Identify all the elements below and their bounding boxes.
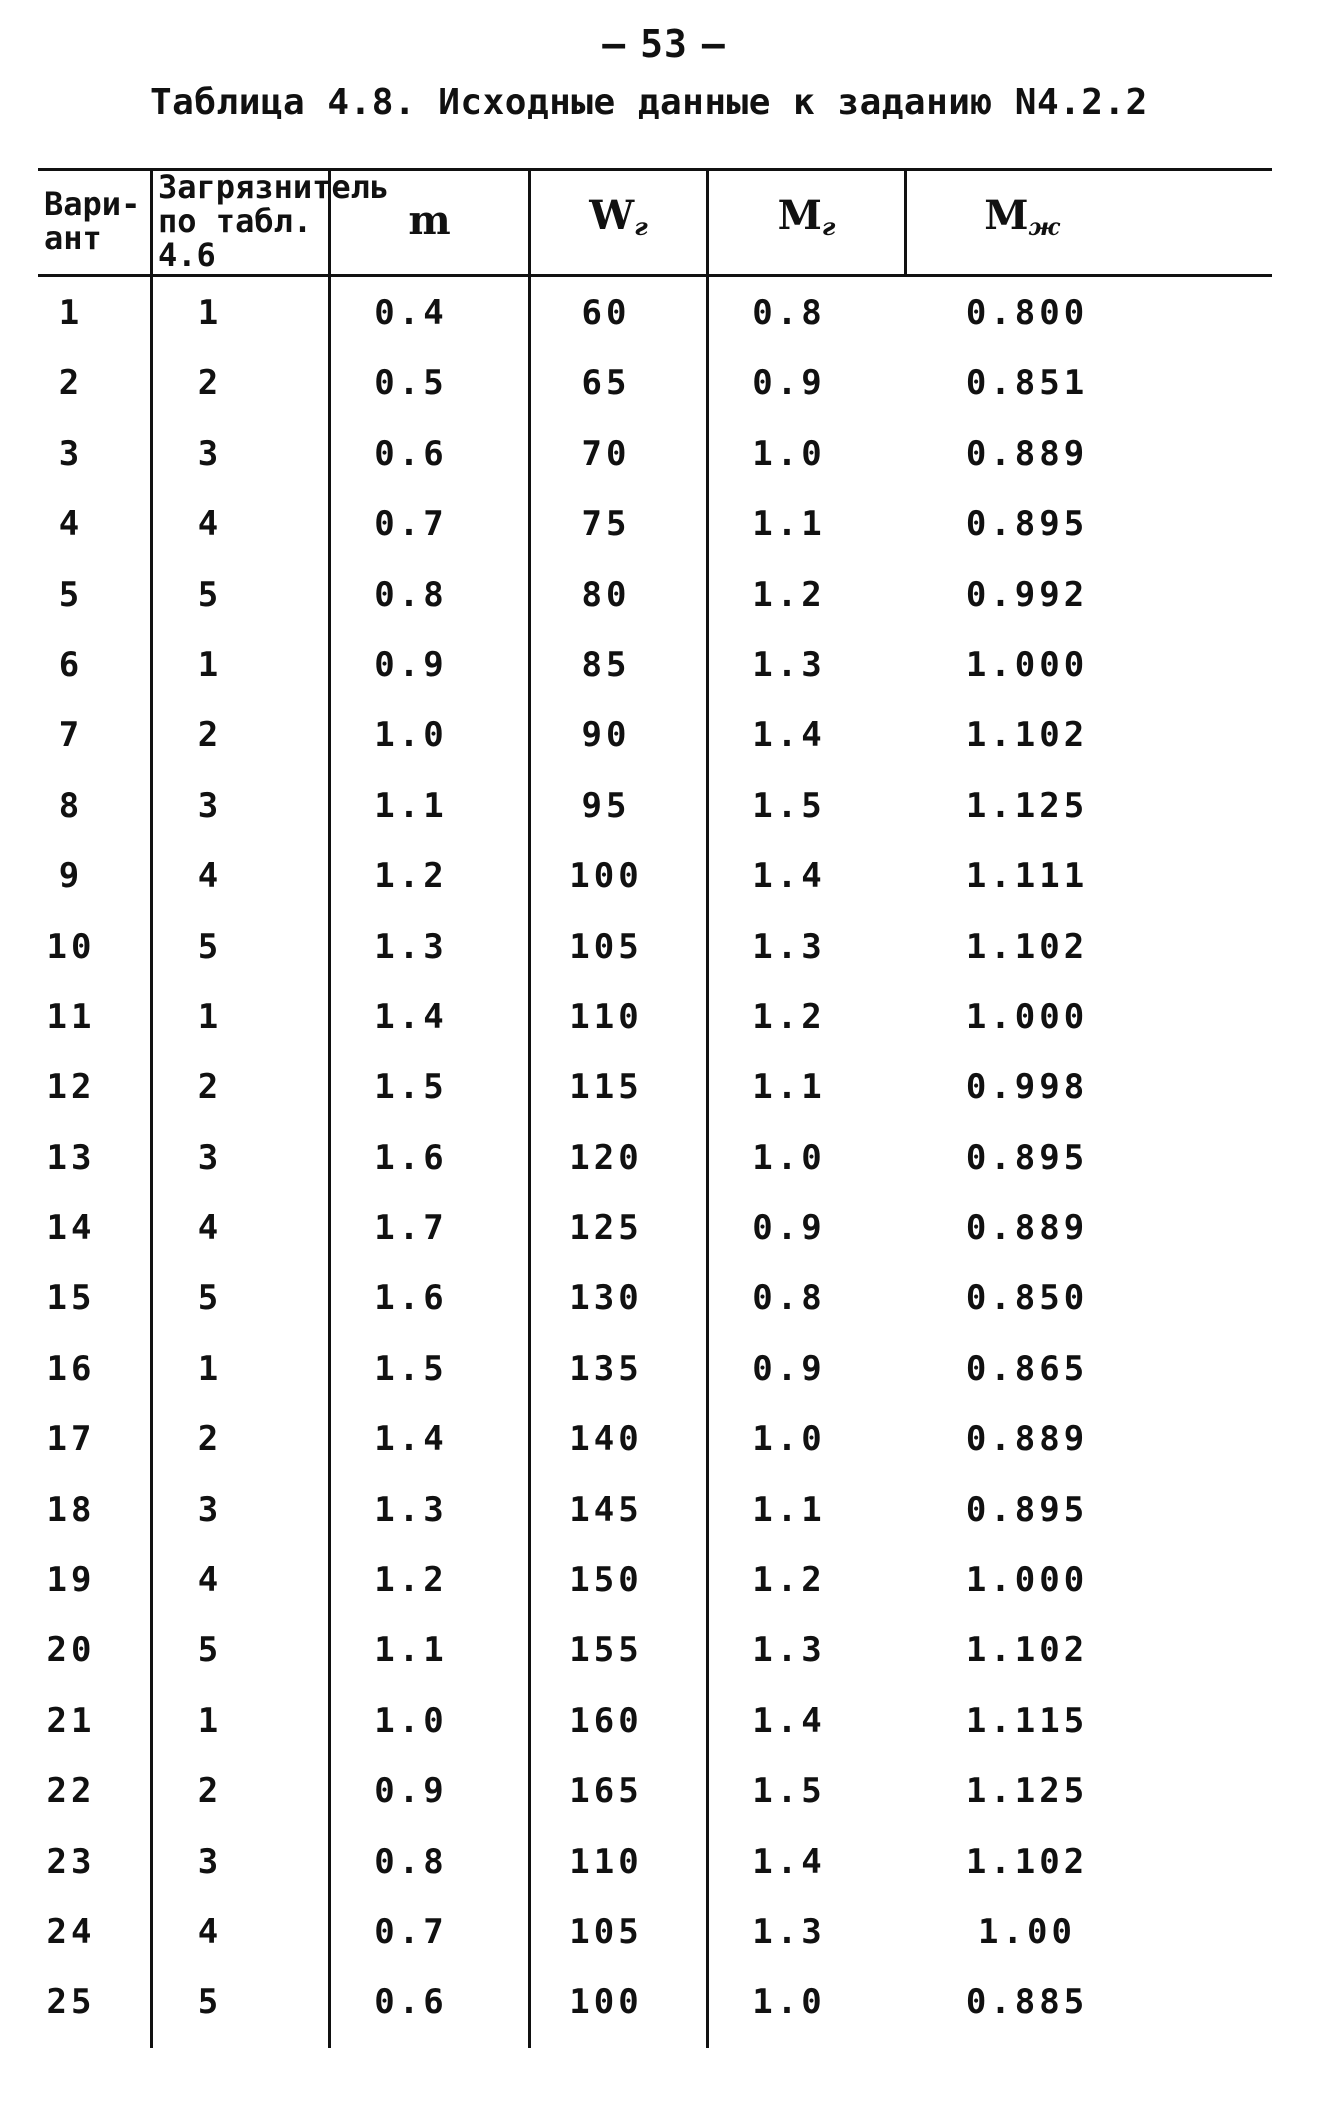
header-mg-main: M [777,191,822,239]
cell-mg: 0.9 [752,363,826,404]
table-title: Таблица 4.8. Исходные данные к заданию N4.2.2 [150,82,1148,123]
cell-mg: 0.9 [752,1208,826,1249]
cell-w: 90 [581,715,631,756]
table-row [38,1133,1272,1203]
cell-mg: 1.2 [752,996,826,1037]
table-row [38,1555,1272,1625]
cell-mg: 1.4 [752,1700,826,1741]
cell-variant: 22 [46,1771,96,1812]
cell-m: 1.7 [374,1208,448,1249]
cell-m: 0.9 [374,1771,448,1812]
cell-pollutant: 4 [197,504,223,545]
header-w-symbol [589,191,648,244]
cell-mzh: 1.00 [978,1911,1076,1952]
cell-w: 135 [569,1348,643,1389]
table-row [38,851,1272,921]
cell-mg: 1.0 [752,1137,826,1178]
cell-pollutant: 1 [197,1700,223,1741]
table-row [38,288,1272,358]
header-variant-line2: ант [44,219,102,257]
cell-w: 80 [581,574,631,615]
cell-mg: 1.4 [752,1841,826,1882]
cell-mg: 1.3 [752,1630,826,1671]
header-variant-line1: Вари- [44,185,141,223]
cell-variant: 17 [46,1419,96,1460]
header-w-main: W [589,191,635,239]
cell-variant: 6 [58,644,84,685]
header-m-symbol: m [408,197,451,244]
table-row [38,992,1272,1062]
cell-variant: 14 [46,1208,96,1249]
cell-m: 0.6 [374,433,448,474]
cell-mg: 1.3 [752,644,826,685]
cell-pollutant: 1 [197,644,223,685]
cell-mzh: 1.000 [965,644,1089,685]
cell-pollutant: 1 [197,293,223,333]
cell-w: 95 [581,785,631,826]
cell-pollutant: 3 [197,1489,223,1530]
table-row [38,429,1272,499]
header-pollutant-line1: Загрязнитель [158,168,390,206]
table-row [38,1977,1272,2047]
cell-m: 0.4 [374,293,448,333]
cell-m: 1.0 [374,1700,448,1741]
cell-mg: 1.5 [752,785,826,826]
table-row [38,358,1272,428]
cell-pollutant: 1 [197,1348,223,1389]
cell-mzh: 0.800 [965,293,1089,333]
cell-m: 1.5 [374,1348,448,1389]
header-bottom-rule [38,274,1272,277]
table-row [38,1907,1272,1977]
cell-mg: 1.2 [752,574,826,615]
header-m [331,168,528,274]
cell-mg: 1.2 [752,1560,826,1601]
header-mg [709,168,904,274]
table-row [38,1837,1272,1907]
table-body [38,288,1272,2048]
cell-pollutant: 3 [197,433,223,474]
cell-w: 165 [569,1771,643,1812]
cell-mg: 1.0 [752,1419,826,1460]
cell-mzh: 0.895 [965,1489,1089,1530]
page-number-dash-left: – [602,22,627,66]
cell-m: 1.0 [374,715,448,756]
cell-mg: 1.5 [752,1771,826,1812]
header-mg-sub: г [821,211,836,241]
cell-variant: 3 [58,433,84,474]
cell-pollutant: 1 [197,996,223,1037]
cell-mg: 1.1 [752,504,826,545]
cell-pollutant: 4 [197,1208,223,1249]
cell-m: 0.7 [374,1911,448,1952]
cell-variant: 2 [58,363,84,404]
cell-m: 1.6 [374,1278,448,1319]
cell-mg: 0.9 [752,1348,826,1389]
cell-pollutant: 2 [197,1067,223,1108]
cell-mg: 1.3 [752,1911,826,1952]
cell-mzh: 0.865 [965,1348,1089,1389]
cell-mzh: 1.000 [965,996,1089,1037]
cell-variant: 24 [46,1911,96,1952]
cell-pollutant: 4 [197,856,223,897]
cell-mzh: 1.102 [965,1630,1089,1671]
cell-m: 0.9 [374,644,448,685]
cell-w: 105 [569,1911,643,1952]
cell-mzh: 0.895 [965,504,1089,545]
cell-pollutant: 4 [197,1911,223,1952]
cell-m: 0.8 [374,1841,448,1882]
cell-w: 75 [581,504,631,545]
table-row [38,1344,1272,1414]
cell-mzh: 1.102 [965,926,1089,967]
cell-w: 60 [581,293,631,333]
cell-w: 110 [569,996,643,1037]
cell-m: 1.4 [374,1419,448,1460]
cell-variant: 25 [46,1982,96,2023]
cell-w: 65 [581,363,631,404]
cell-w: 110 [569,1841,643,1882]
cell-mzh: 0.885 [965,1982,1089,2023]
cell-pollutant: 3 [197,1841,223,1882]
cell-variant: 12 [46,1067,96,1108]
cell-mg: 1.3 [752,926,826,967]
cell-mzh: 0.850 [965,1278,1089,1319]
cell-pollutant: 5 [197,1630,223,1671]
cell-m: 0.5 [374,363,448,404]
cell-mzh: 1.000 [965,1560,1089,1601]
cell-mzh: 1.102 [965,715,1089,756]
cell-w: 155 [569,1630,643,1671]
header-pollutant-line2: по табл. 4.6 [158,202,313,274]
cell-variant: 21 [46,1700,96,1741]
cell-w: 100 [569,856,643,897]
cell-w: 140 [569,1419,643,1460]
header-mzh-main: M [984,191,1029,239]
cell-m: 1.4 [374,996,448,1037]
cell-m: 1.1 [374,1630,448,1671]
table-row [38,1625,1272,1695]
table-row [38,1273,1272,1343]
cell-mzh: 1.102 [965,1841,1089,1882]
cell-mzh: 0.851 [965,363,1089,404]
cell-m: 0.8 [374,574,448,615]
cell-mzh: 0.889 [965,433,1089,474]
cell-mg: 0.8 [752,1278,826,1319]
cell-m: 1.2 [374,856,448,897]
cell-variant: 23 [46,1841,96,1882]
cell-m: 1.6 [374,1137,448,1178]
cell-mzh: 0.889 [965,1208,1089,1249]
cell-m: 1.5 [374,1067,448,1108]
cell-variant: 10 [46,926,96,967]
cell-pollutant: 2 [197,1419,223,1460]
cell-mzh: 1.125 [965,1771,1089,1812]
cell-mg: 1.4 [752,715,826,756]
cell-mzh: 0.889 [965,1419,1089,1460]
cell-mzh: 1.115 [965,1700,1089,1741]
cell-variant: 5 [58,574,84,615]
cell-mg: 1.1 [752,1489,826,1530]
cell-pollutant: 5 [197,574,223,615]
page-number-value: 53 [640,22,688,66]
cell-mzh: 0.998 [965,1067,1089,1108]
cell-mzh: 0.895 [965,1137,1089,1178]
cell-variant: 7 [58,715,84,756]
header-pollutant [152,168,390,274]
cell-variant: 1 [58,293,84,333]
header-w [531,168,706,274]
cell-m: 1.3 [374,1489,448,1530]
cell-mg: 1.0 [752,1982,826,2023]
cell-pollutant: 5 [197,1982,223,2023]
table-row [38,640,1272,710]
table-row [38,922,1272,992]
cell-variant: 18 [46,1489,96,1530]
cell-pollutant: 5 [197,926,223,967]
cell-m: 1.2 [374,1560,448,1601]
cell-m: 1.3 [374,926,448,967]
cell-mzh: 1.125 [965,785,1089,826]
cell-pollutant: 2 [197,1771,223,1812]
cell-pollutant: 2 [197,715,223,756]
cell-w: 115 [569,1067,643,1108]
cell-mg: 0.8 [752,293,826,333]
cell-mzh: 1.111 [965,856,1089,897]
cell-w: 105 [569,926,643,967]
header-mzh-sub: ж [1028,211,1060,241]
cell-variant: 11 [46,996,96,1037]
table-row [38,1414,1272,1484]
cell-variant: 19 [46,1560,96,1601]
page-number [0,22,1328,66]
cell-variant: 16 [46,1348,96,1389]
cell-variant: 20 [46,1630,96,1671]
header-w-sub: г [634,211,648,241]
table-row [38,710,1272,780]
cell-variant: 4 [58,504,84,545]
header-mzh-symbol [984,191,1060,244]
page-number-dash-right: – [701,22,726,66]
table-row [38,1485,1272,1555]
cell-pollutant: 5 [197,1278,223,1319]
table-row [38,570,1272,640]
header-variant [38,168,150,274]
table-row [38,1203,1272,1273]
cell-mg: 1.1 [752,1067,826,1108]
cell-m: 0.7 [374,504,448,545]
table-row [38,1696,1272,1766]
cell-w: 120 [569,1137,643,1178]
cell-mg: 1.4 [752,856,826,897]
cell-w: 160 [569,1700,643,1741]
cell-variant: 8 [58,785,84,826]
cell-variant: 15 [46,1278,96,1319]
cell-m: 1.1 [374,785,448,826]
cell-variant: 9 [58,856,84,897]
table-row [38,781,1272,851]
cell-w: 150 [569,1560,643,1601]
data-table [38,168,1272,2048]
cell-w: 85 [581,644,631,685]
cell-mzh: 0.992 [965,574,1089,615]
table-row [38,1766,1272,1836]
cell-pollutant: 4 [197,1560,223,1601]
cell-pollutant: 3 [197,785,223,826]
cell-w: 70 [581,433,631,474]
cell-pollutant: 2 [197,363,223,404]
header-mg-symbol [777,191,836,244]
cell-w: 145 [569,1489,643,1530]
cell-m: 0.6 [374,1982,448,2023]
cell-variant: 13 [46,1137,96,1178]
table-row [38,1062,1272,1132]
header-mzh [907,168,1137,274]
cell-w: 125 [569,1208,643,1249]
table-row [38,499,1272,569]
cell-w: 100 [569,1982,643,2023]
cell-mg: 1.0 [752,433,826,474]
cell-pollutant: 3 [197,1137,223,1178]
cell-w: 130 [569,1278,643,1319]
